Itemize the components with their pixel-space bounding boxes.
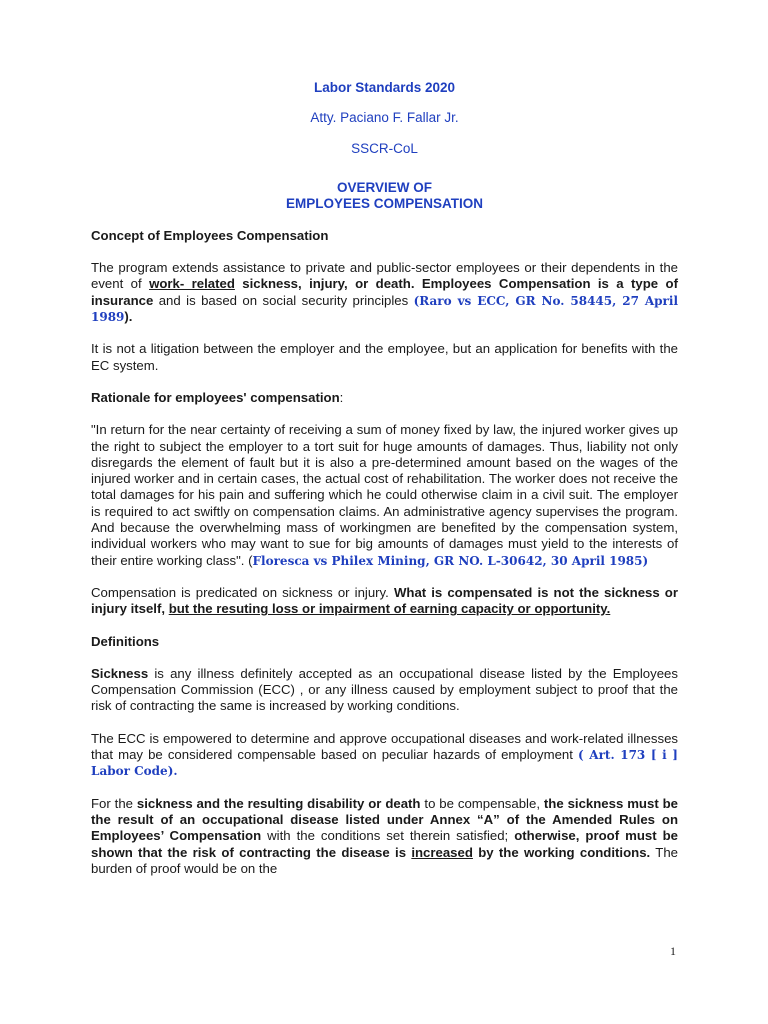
author-name: Atty. Paciano F. Fallar Jr. bbox=[310, 110, 459, 126]
compensation-paragraph: Compensation is predicated on sickness or injury. What is compensated is not the sickness or injury itself, but the resuting loss or impairment of earning capacity or opportunity. bbox=[91, 584, 678, 617]
page-number: 1 bbox=[670, 944, 676, 958]
citation: ( Art. 173 [ i ] Labor Code). bbox=[91, 748, 678, 779]
compensable-paragraph: For the sickness and the resulting disability or death to be compensable, the sickness must be the result of an occupational disease listed under Annex “A” of the Amended Rules on Employees’ Compensation with the conditions set therein satisfied; otherwise, proof must be shown that the risk of contracting the disease is increased by the working conditions. The burden of proof would be on the bbox=[91, 795, 678, 876]
overview-title bbox=[91, 180, 678, 212]
citation: Floresca vs Philex Mining, GR NO. L-30642, 30 April 1985) bbox=[252, 553, 649, 568]
rationale-quote: "In return for the near certainty of receiving a sum of money fixed by law, the injured worker gives up the right to subject the employer to a tort suit for huge amounts of damages. Thus, liability not only disregards the element of fault but it is also a pre-determined amount based on the wages of the injured worker and in certain cases, the actual cost of rehabilitation. The worker does not receive the total damages for his pain and suffering which he could otherwise claim in a civil suit. The employer is required to act swiftly on compensation claims. An administrative agency supervises the program. And because the overwhelming mass of workingmen are benefited by the compensation system, individual workers who may want to sue for big amounts of damages must yield to the interests of their entire working class". (Floresca vs Philex Mining, GR NO. L-30642, 30 April 1985) bbox=[91, 422, 678, 568]
definitions-heading: Definitions bbox=[91, 633, 160, 649]
overview-line-2: EMPLOYEES COMPENSATION bbox=[285, 195, 484, 211]
concept-paragraph-2: It is not a litigation between the employer and the employee, but an application for benefits with the EC system. bbox=[91, 341, 678, 373]
concept-heading: Concept of Employees Compensation bbox=[91, 227, 329, 243]
ecc-paragraph: The ECC is empowered to determine and approve occupational diseases and work-related illnesses that may be considered compensable based on peculiar hazards of employment ( Art. 173 [ i ] Labor Code). bbox=[91, 730, 678, 779]
sickness-definition: Sickness is any illness definitely accepted as an occupational disease listed by the Employees Compensation Commission (ECC) , or any illness caused by employment subject to proof that the risk of contracting the same is increased by working conditions. bbox=[91, 665, 678, 714]
page-content bbox=[91, 80, 678, 877]
citation: (Raro vs ECC, GR No. 58445, 27 April 1989 bbox=[91, 293, 678, 325]
overview-line-1: OVERVIEW OF bbox=[336, 179, 432, 195]
school-name: SSCR-CoL bbox=[351, 140, 418, 156]
rationale-heading: Rationale for employees' compensation: bbox=[91, 389, 344, 405]
concept-paragraph-1: The program extends assistance to private and public-sector employees or their dependents in the event of work- related sickness, injury, or death. Employees Compensation is a type of insurance and is based on social security principles (Raro vs ECC, GR No. 58445, 27 April 1989). bbox=[91, 260, 678, 325]
course-title: Labor Standards 2020 bbox=[313, 80, 456, 95]
